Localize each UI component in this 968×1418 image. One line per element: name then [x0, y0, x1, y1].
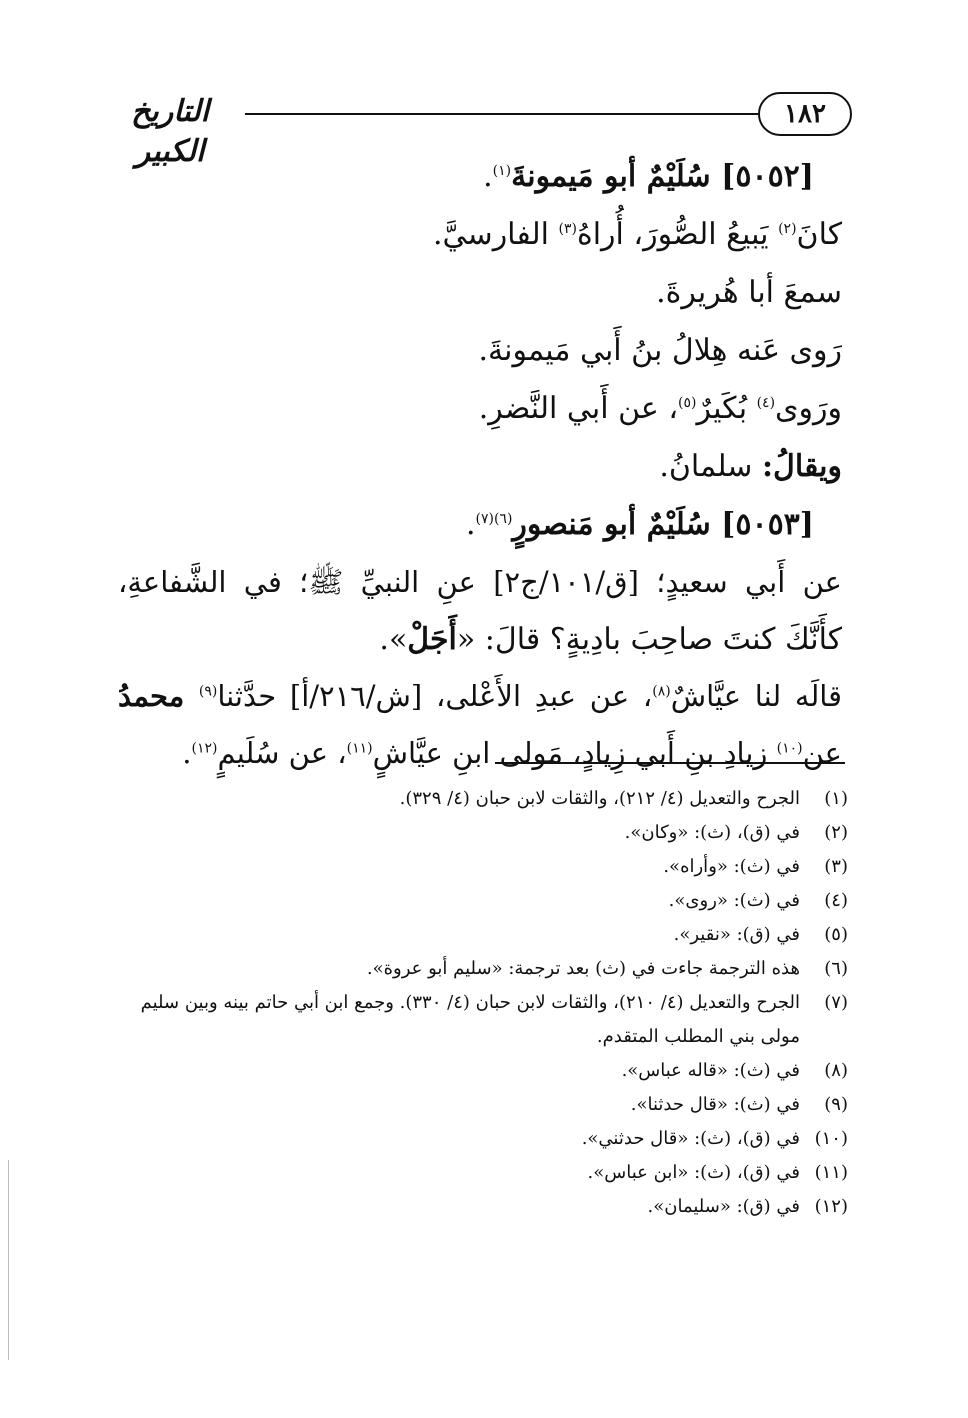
main-text — [118, 148, 842, 782]
text-line — [118, 611, 842, 668]
scan-margin-mark — [8, 1160, 9, 1360]
footnote-item — [110, 850, 848, 884]
text-span: عن — [802, 736, 842, 770]
footnote-text: في (ث): «قال حدثنا». — [630, 1094, 800, 1115]
footnote-ref: (٢) — [778, 221, 797, 237]
entry-5053-heading — [118, 496, 842, 554]
footnote-ref: (١٠) — [776, 740, 803, 757]
footnote-text: الجرح والتعديل (٤/ ٢١٠)، والثقات لابن حبان (٤/ ٣٣٠). وجمع ابن أبي حاتم بينه وبين سليم مولى بني المطلب المتقدم. — [140, 992, 800, 1047]
text-span: ورَوى — [775, 391, 842, 426]
footnote-ref: (١٢) — [191, 740, 218, 757]
text-span: أَجَلْ — [407, 622, 457, 657]
text-line: سمعَ أبا هُريرةَ. — [656, 275, 842, 310]
footnote-text: هذه الترجمة جاءت في (ث) بعد ترجمة: «سليم أبو عروة». — [366, 958, 800, 979]
text-span: ، عن عبدِ الأَعْلى، [ش/٢١٦/أ] حدَّثنا — [217, 679, 653, 713]
footnote-ref: (١) — [492, 163, 512, 179]
text-span: محمدُ — [118, 679, 185, 713]
footnote-ref: (١١) — [346, 740, 373, 757]
footnote-item — [110, 952, 848, 986]
footnote-item — [110, 986, 848, 1054]
footnote-ref: (٨) — [652, 683, 671, 700]
footnote-item — [110, 782, 848, 816]
footnote-ref: (٥) — [678, 395, 697, 411]
footnote-number: (٤) — [824, 890, 848, 911]
header-rule — [245, 113, 764, 115]
entry-title: [٥٠٥٣] سُلَيْمٌ أبو مَنصورٍ — [512, 507, 814, 542]
footnote-number: (١) — [824, 788, 848, 809]
page-number: ١٨٢ — [758, 92, 852, 136]
footnote-text: في (ق)، (ث): «ابن عباس». — [587, 1162, 800, 1183]
footnote-number: (١٠) — [814, 1128, 848, 1149]
footnote-text: في (ث): «روى». — [668, 890, 800, 911]
footnote-number: (٦) — [824, 958, 848, 979]
punctuation: . — [465, 507, 476, 542]
entry-5052-heading — [118, 148, 842, 206]
text-span: . — [182, 736, 192, 770]
text-line — [118, 380, 842, 438]
footnote-item — [110, 1156, 848, 1190]
text-span: كانَ — [796, 217, 842, 252]
page-header — [100, 92, 852, 169]
footnote-ref: (٤) — [756, 395, 776, 411]
footnote-text: الجرح والتعديل (٤/ ٢١٢)، والثقات لابن حبان (٤/ ٣٢٩). — [399, 788, 800, 809]
text-span: زيادِ بنِ أَبي زِيادٍ، مَولى ابنِ عيَّاشٍ — [372, 736, 777, 770]
footnote-item — [110, 1054, 848, 1088]
footnote-number: (٩) — [824, 1094, 848, 1115]
footnote-text: في (ق): «سليمان». — [647, 1196, 800, 1217]
footnote-item — [110, 1122, 848, 1156]
footnote-text: في (ق)، (ث): «قال حدثني». — [581, 1128, 800, 1149]
text-line — [118, 438, 842, 496]
text-line: عن أَبي سعيدٍ؛ [ق/١٠١/ج٢] عنِ النبيِّ ﷺ؛ في الشَّفاعةِ، — [118, 565, 842, 599]
footnote-number: (١١) — [814, 1162, 848, 1183]
footnote-separator — [495, 762, 845, 764]
footnote-text: في (ق)، (ث): «وكان». — [624, 822, 800, 843]
footnote-number: (٧) — [824, 992, 848, 1013]
text-span: يَبيعُ الصُّورَ، أُراهُ — [576, 217, 779, 252]
footnote-item — [110, 816, 848, 850]
text-span: ، عن سُلَيمٍ — [217, 736, 347, 770]
footnote-text: في (ث): «قاله عباس». — [621, 1060, 800, 1081]
text-span: كأَنَّكَ كنتَ صاحِبَ بادِيةٍ؟ قالَ: « — [456, 622, 842, 657]
text-line — [118, 668, 842, 725]
footnote-item — [110, 1088, 848, 1122]
footnote-text: في (ث): «وأراه». — [663, 856, 800, 877]
footnotes — [110, 782, 848, 1224]
footnote-number: (٥) — [824, 924, 848, 945]
book-title: التاريخ الكبير — [131, 94, 209, 169]
entry-title: [٥٠٥٢] سُلَيْمٌ أبو مَيمونةَ — [511, 159, 814, 194]
footnote-number: (٢) — [824, 822, 848, 843]
footnote-ref: (٦)(٧) — [475, 511, 513, 527]
footnote-ref: (٣) — [558, 221, 577, 237]
text-span: قالَه لنا عيَّاشٌ — [670, 679, 842, 713]
text-span: ويقالُ: — [761, 449, 842, 484]
text-line: رَوى عَنه هِلالُ بنُ أَبي مَيمونةَ. — [478, 333, 842, 368]
text-span: سلمانُ. — [659, 449, 762, 484]
text-span: بُكَيرٌ — [696, 391, 757, 426]
text-span: ، عن أَبي النَّضرِ. — [478, 391, 679, 426]
text-line — [118, 725, 842, 782]
footnote-item — [110, 918, 848, 952]
footnote-item — [110, 884, 848, 918]
punctuation: . — [483, 159, 493, 194]
footnote-ref: (٩) — [198, 683, 218, 700]
footnote-text: في (ق): «نقير». — [673, 924, 800, 945]
footnote-number: (٣) — [824, 856, 848, 877]
footnote-number: (١٢) — [814, 1196, 848, 1217]
text-span: ». — [379, 622, 408, 657]
text-line — [118, 206, 842, 264]
footnote-number: (٨) — [824, 1060, 848, 1081]
text-span: الفارسيَّ. — [433, 217, 559, 252]
footnote-item — [110, 1190, 848, 1224]
